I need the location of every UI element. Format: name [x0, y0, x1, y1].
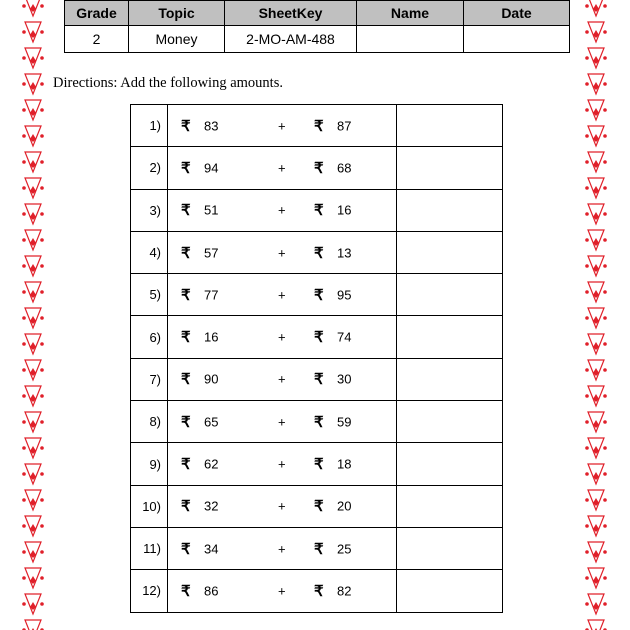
problem-number: 3): [131, 189, 168, 231]
grade-value: 2: [65, 26, 129, 53]
border-ornament: [22, 516, 44, 536]
border-ornament: [22, 48, 44, 68]
rupee-icon: ₹: [181, 159, 191, 177]
plus-operator: +: [278, 329, 286, 345]
problem-number: 5): [131, 274, 168, 316]
border-ornament: [585, 100, 607, 120]
worksheet-header-table: [64, 0, 570, 53]
border-ornament: [22, 22, 44, 42]
border-ornament: [585, 0, 607, 16]
rupee-icon: ₹: [314, 456, 324, 474]
addend-b: 82: [337, 583, 352, 599]
rupee-icon: ₹: [181, 413, 191, 431]
border-ornament: [22, 568, 44, 588]
problem-number: 7): [131, 358, 168, 400]
rupee-icon: ₹: [181, 117, 191, 135]
rupee-icon: ₹: [181, 582, 191, 600]
header-topic: Topic: [129, 1, 225, 26]
answer-box[interactable]: [397, 485, 503, 527]
problems-table: [130, 104, 503, 613]
left-decorative-border: [22, 0, 44, 630]
addend-a: 51: [204, 202, 219, 218]
addend-b: 74: [337, 329, 352, 345]
border-ornament: [585, 620, 607, 630]
problem-expression: [168, 147, 397, 189]
answer-box[interactable]: [397, 274, 503, 316]
border-ornament: [585, 542, 607, 562]
border-ornament: [585, 74, 607, 94]
rupee-icon: ₹: [314, 244, 324, 262]
border-ornament: [22, 126, 44, 146]
problem-number: 1): [131, 105, 168, 147]
rupee-icon: ₹: [314, 582, 324, 600]
addend-b: 25: [337, 541, 352, 557]
problem-expression: [168, 189, 397, 231]
rupee-icon: ₹: [181, 286, 191, 304]
date-field[interactable]: [464, 26, 570, 53]
border-ornament: [22, 282, 44, 302]
border-ornament: [585, 282, 607, 302]
border-ornament: [22, 230, 44, 250]
rupee-icon: ₹: [181, 371, 191, 389]
answer-box[interactable]: [397, 189, 503, 231]
rupee-icon: ₹: [181, 202, 191, 220]
rupee-icon: ₹: [181, 329, 191, 347]
border-ornament: [22, 594, 44, 614]
border-ornament: [585, 360, 607, 380]
problem-row: [131, 189, 503, 231]
problem-row: [131, 274, 503, 316]
border-ornament: [585, 594, 607, 614]
problem-row: [131, 527, 503, 569]
problem-row: [131, 570, 503, 612]
addend-b: 30: [337, 371, 352, 387]
border-ornament: [585, 204, 607, 224]
addend-b: 18: [337, 456, 352, 472]
border-ornament: [585, 308, 607, 328]
problem-expression: [168, 443, 397, 485]
border-ornament: [585, 48, 607, 68]
rupee-icon: ₹: [181, 244, 191, 262]
border-ornament: [22, 152, 44, 172]
rupee-icon: ₹: [314, 540, 324, 558]
plus-operator: +: [278, 118, 286, 134]
addend-a: 83: [204, 118, 219, 134]
heart-border-icon: [22, 0, 44, 630]
answer-box[interactable]: [397, 358, 503, 400]
rupee-icon: ₹: [181, 540, 191, 558]
addend-b: 16: [337, 202, 352, 218]
border-ornament: [585, 386, 607, 406]
answer-box[interactable]: [397, 147, 503, 189]
border-ornament: [22, 308, 44, 328]
border-ornament: [585, 230, 607, 250]
rupee-icon: ₹: [181, 456, 191, 474]
border-ornament: [585, 412, 607, 432]
border-ornament: [22, 0, 44, 16]
border-ornament: [585, 178, 607, 198]
rupee-icon: ₹: [314, 117, 324, 135]
addend-a: 94: [204, 160, 219, 176]
problem-row: [131, 401, 503, 443]
addend-b: 68: [337, 160, 352, 176]
problem-row: [131, 147, 503, 189]
rupee-icon: ₹: [314, 371, 324, 389]
border-ornament: [585, 22, 607, 42]
problem-number: 6): [131, 316, 168, 358]
sheetkey-value: 2-MO-AM-488: [225, 26, 357, 53]
border-ornament: [22, 256, 44, 276]
problem-row: [131, 105, 503, 147]
problem-row: [131, 316, 503, 358]
problem-row: [131, 231, 503, 273]
header-sheetkey: SheetKey: [225, 1, 357, 26]
border-ornament: [22, 412, 44, 432]
problem-expression: [168, 316, 397, 358]
addend-b: 87: [337, 118, 352, 134]
problem-row: [131, 358, 503, 400]
rupee-icon: ₹: [314, 286, 324, 304]
plus-operator: +: [278, 456, 286, 472]
border-ornament: [22, 438, 44, 458]
problem-number: 4): [131, 231, 168, 273]
border-ornament: [22, 542, 44, 562]
plus-operator: +: [278, 287, 286, 303]
border-ornament: [585, 464, 607, 484]
problem-expression: [168, 401, 397, 443]
border-ornament: [585, 256, 607, 276]
border-ornament: [585, 516, 607, 536]
problem-expression: [168, 485, 397, 527]
rupee-icon: ₹: [181, 498, 191, 516]
answer-box[interactable]: [397, 527, 503, 569]
addend-a: 90: [204, 371, 219, 387]
border-ornament: [585, 126, 607, 146]
plus-operator: +: [278, 583, 286, 599]
border-ornament: [585, 334, 607, 354]
answer-box[interactable]: [397, 570, 503, 612]
heart-border-icon: [585, 0, 607, 630]
answer-box[interactable]: [397, 105, 503, 147]
problem-number: 11): [131, 527, 168, 569]
header-grade: Grade: [65, 1, 129, 26]
header-values-row: [65, 26, 570, 53]
addend-a: 32: [204, 498, 219, 514]
rupee-icon: ₹: [314, 329, 324, 347]
addend-a: 57: [204, 245, 219, 261]
addend-a: 16: [204, 329, 219, 345]
plus-operator: +: [278, 202, 286, 218]
border-ornament: [22, 74, 44, 94]
rupee-icon: ₹: [314, 413, 324, 431]
name-field[interactable]: [357, 26, 464, 53]
problem-expression: [168, 274, 397, 316]
answer-box[interactable]: [397, 316, 503, 358]
plus-operator: +: [278, 160, 286, 176]
addend-b: 20: [337, 498, 352, 514]
border-ornament: [22, 204, 44, 224]
problem-row: [131, 443, 503, 485]
border-ornament: [22, 360, 44, 380]
problem-expression: [168, 105, 397, 147]
border-ornament: [22, 620, 44, 630]
addend-b: 13: [337, 245, 352, 261]
plus-operator: +: [278, 498, 286, 514]
plus-operator: +: [278, 245, 286, 261]
answer-box[interactable]: [397, 443, 503, 485]
directions-text: Directions: Add the following amounts.: [53, 75, 283, 91]
addend-a: 86: [204, 583, 219, 599]
border-ornament: [22, 334, 44, 354]
border-ornament: [22, 464, 44, 484]
addend-a: 34: [204, 541, 219, 557]
header-name: Name: [357, 1, 464, 26]
border-ornament: [22, 178, 44, 198]
problem-number: 9): [131, 443, 168, 485]
topic-value: Money: [129, 26, 225, 53]
problem-number: 8): [131, 401, 168, 443]
problem-number: 10): [131, 485, 168, 527]
addend-b: 95: [337, 287, 352, 303]
problem-expression: [168, 231, 397, 273]
border-ornament: [22, 386, 44, 406]
header-row: [65, 1, 570, 26]
plus-operator: +: [278, 541, 286, 557]
problem-number: 12): [131, 570, 168, 612]
border-ornament: [22, 100, 44, 120]
problem-expression: [168, 570, 397, 612]
problem-number: 2): [131, 147, 168, 189]
header-date: Date: [464, 1, 570, 26]
problem-expression: [168, 358, 397, 400]
plus-operator: +: [278, 371, 286, 387]
problem-expression: [168, 527, 397, 569]
right-decorative-border: [585, 0, 607, 630]
border-ornament: [585, 490, 607, 510]
border-ornament: [585, 152, 607, 172]
answer-box[interactable]: [397, 401, 503, 443]
addend-b: 59: [337, 414, 352, 430]
border-ornament: [22, 490, 44, 510]
border-ornament: [585, 438, 607, 458]
answer-box[interactable]: [397, 231, 503, 273]
plus-operator: +: [278, 414, 286, 430]
addend-a: 65: [204, 414, 219, 430]
rupee-icon: ₹: [314, 202, 324, 220]
problem-row: [131, 485, 503, 527]
addend-a: 77: [204, 287, 219, 303]
border-ornament: [585, 568, 607, 588]
addend-a: 62: [204, 456, 219, 472]
rupee-icon: ₹: [314, 498, 324, 516]
rupee-icon: ₹: [314, 159, 324, 177]
